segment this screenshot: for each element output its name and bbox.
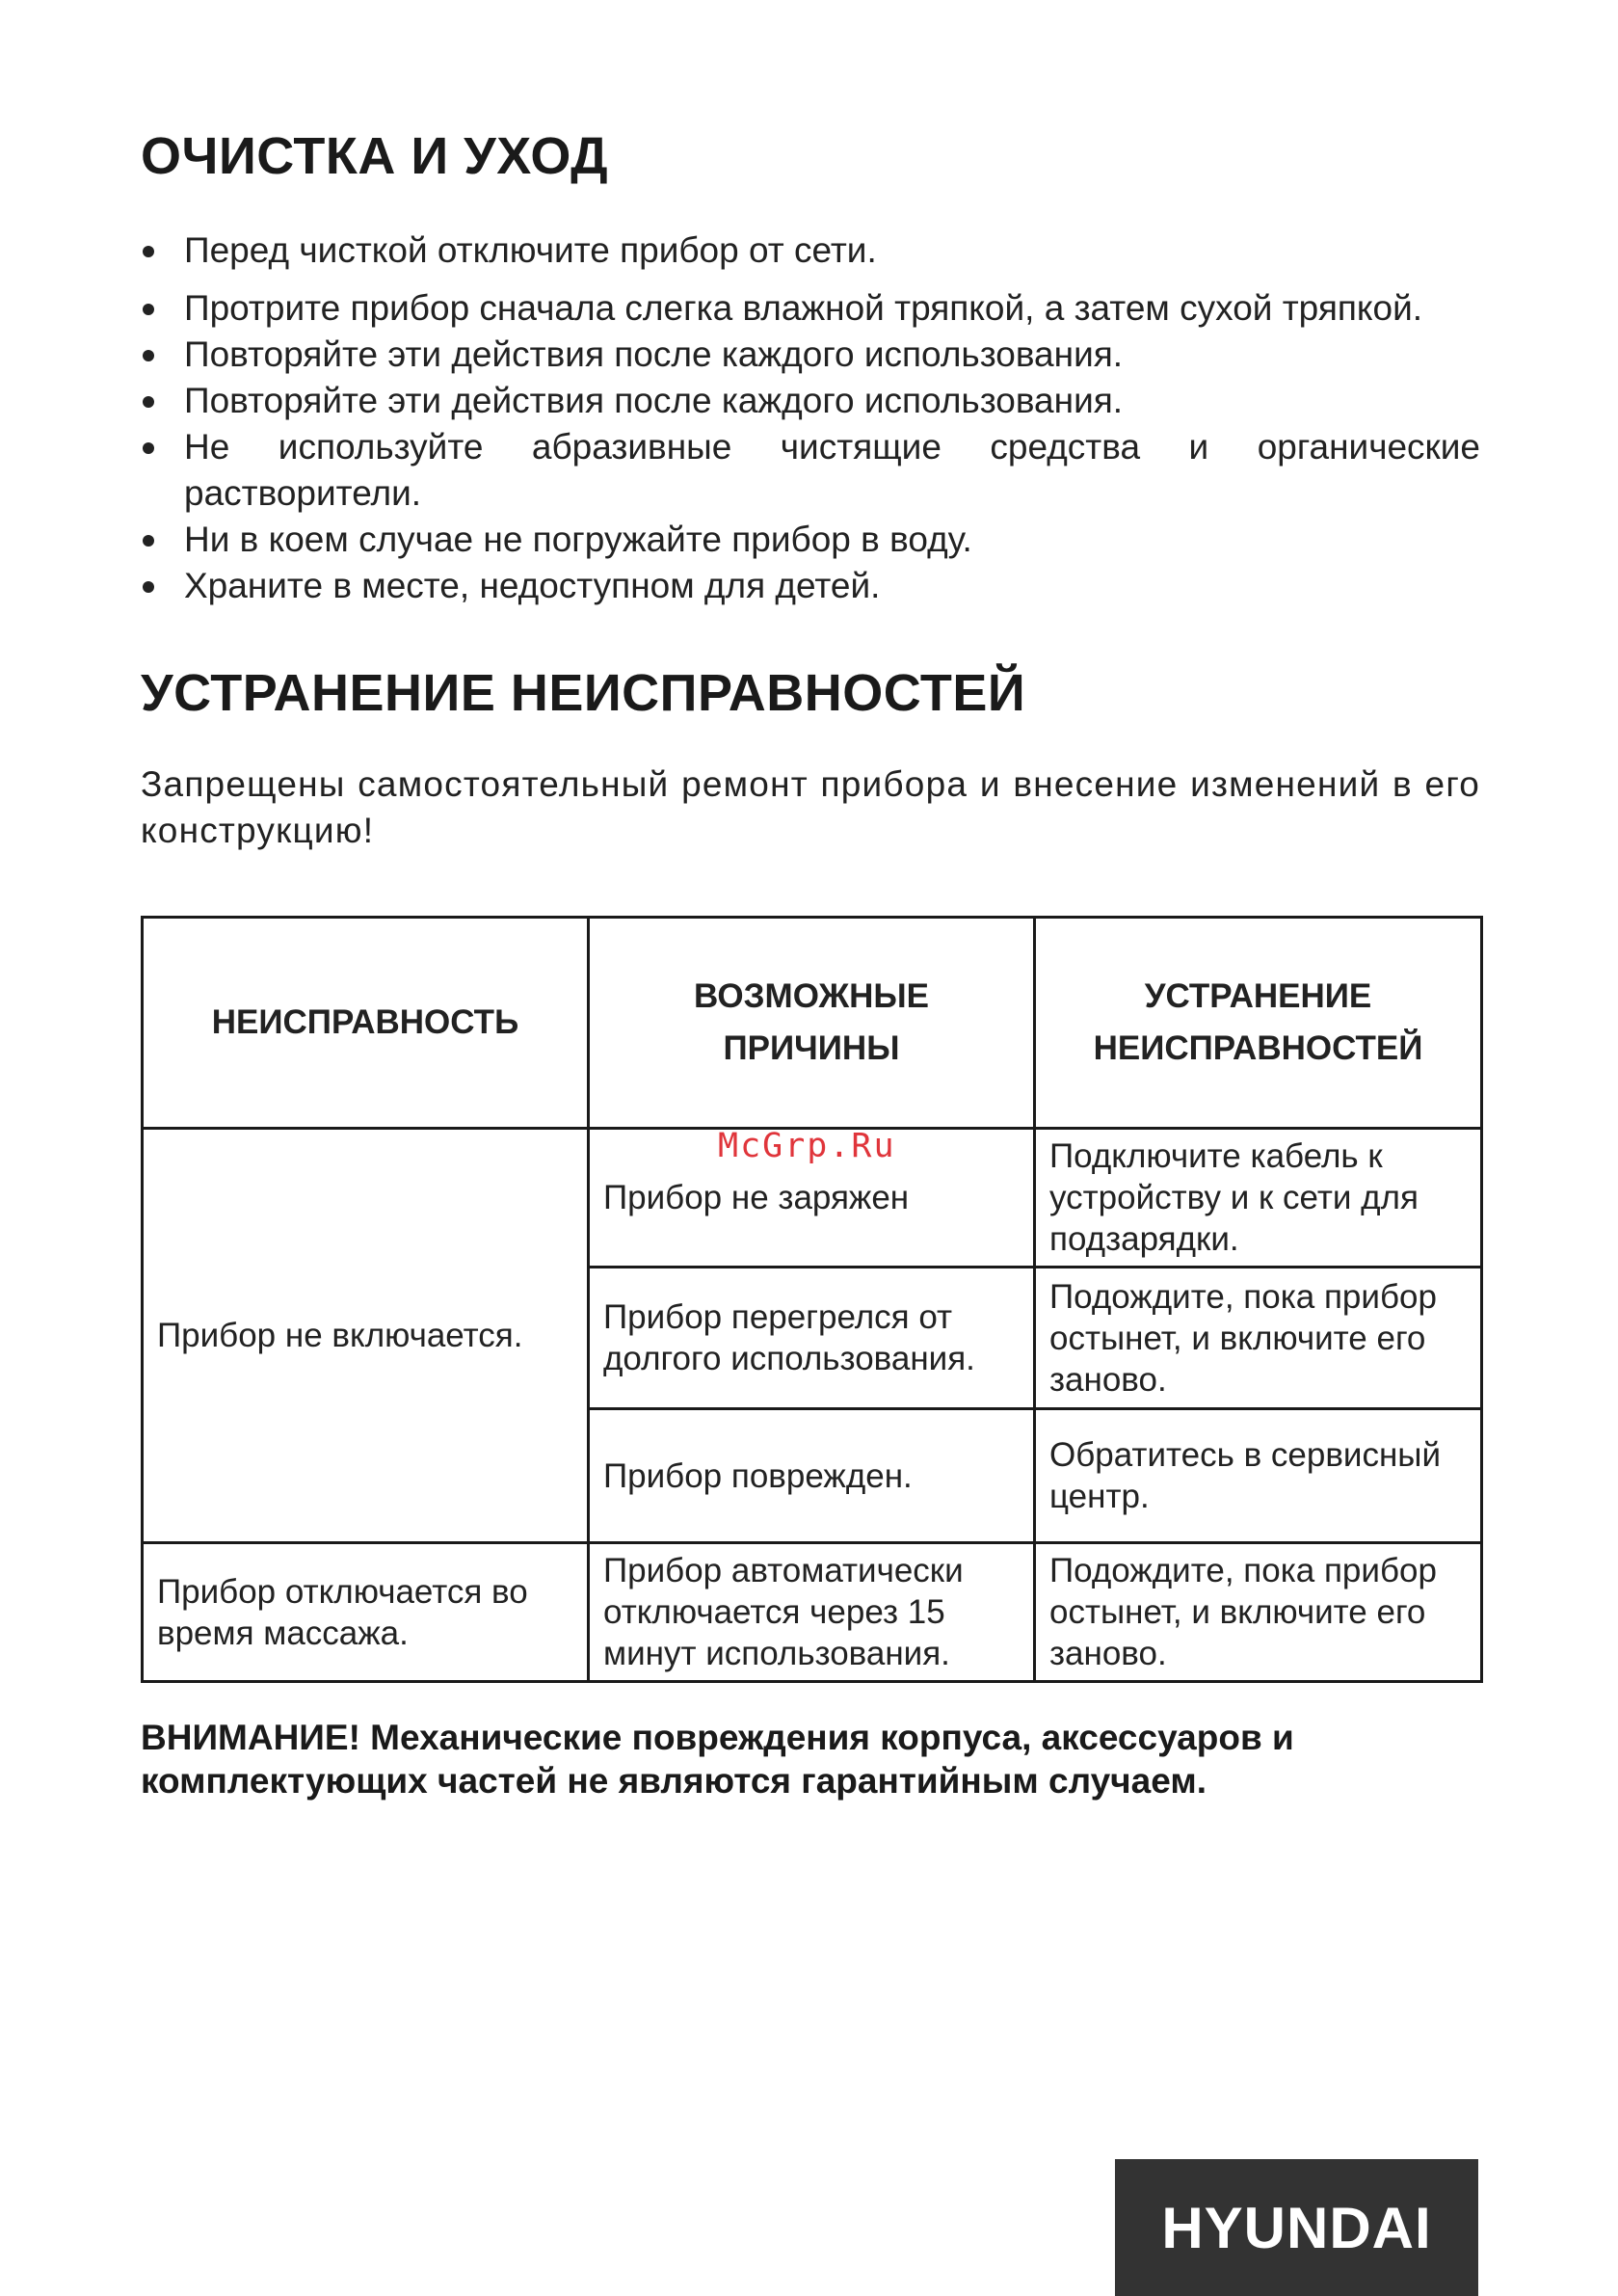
fault-cell: Прибор отключается во время массажа. bbox=[143, 1543, 589, 1682]
brand-logo: HYUNDAI bbox=[1115, 2159, 1478, 2296]
solution-cell: Подождите, пока прибор остынет, и включите его заново. bbox=[1035, 1268, 1482, 1409]
table-row bbox=[143, 1543, 1482, 1682]
header-solution: УСТРАНЕНИЕ НЕИСПРАВНОСТЕЙ bbox=[1035, 918, 1482, 1129]
cause-cell: Прибор не заряжен bbox=[589, 1129, 1035, 1268]
solution-cell: Подключите кабель к устройству и к сети для подзарядки. bbox=[1035, 1129, 1482, 1268]
troubleshooting-intro: Запрещены самостоятельный ремонт прибора и внесение изменений в его конструкцию! bbox=[141, 764, 1480, 850]
troubleshooting-title: УСТРАНЕНИЕ НЕИСПРАВНОСТЕЙ bbox=[141, 664, 1026, 722]
table-header-row bbox=[143, 918, 1482, 1129]
solution-cell: Подождите, пока прибор остынет, и включите его заново. bbox=[1035, 1543, 1482, 1682]
list-item: Повторяйте эти действия после каждого использования. bbox=[141, 378, 1480, 424]
header-fault: НЕИСПРАВНОСТЬ bbox=[143, 918, 589, 1129]
solution-cell: Обратитесь в сервисный центр. bbox=[1035, 1409, 1482, 1543]
list-item: Протрите прибор сначала слегка влажной тряпкой, а затем сухой тряпкой. bbox=[141, 285, 1480, 332]
troubleshooting-table bbox=[141, 916, 1483, 1683]
cleaning-title: ОЧИСТКА И УХОД bbox=[141, 127, 609, 185]
cause-cell: Прибор перегрелся от долгого использования. bbox=[589, 1268, 1035, 1409]
fault-cell: Прибор не включается. bbox=[143, 1129, 589, 1543]
list-item: Храните в месте, недоступном для детей. bbox=[141, 563, 1480, 609]
cause-cell: Прибор поврежден. bbox=[589, 1409, 1035, 1543]
list-item: Перед чисткой отключите прибор от сети. bbox=[141, 227, 1480, 274]
cleaning-list bbox=[141, 227, 1480, 609]
list-item: Повторяйте эти действия после каждого использования. bbox=[141, 332, 1480, 378]
watermark: McGrp.Ru bbox=[718, 1127, 896, 1165]
list-item: Не используйте абразивные чистящие средства и органические растворители. bbox=[141, 424, 1480, 517]
header-cause: ВОЗМОЖНЫЕ ПРИЧИНЫ bbox=[589, 918, 1035, 1129]
cause-cell: Прибор автоматически отключается через 15 минут использования. bbox=[589, 1543, 1035, 1682]
list-item: Ни в коем случае не погружайте прибор в воду. bbox=[141, 517, 1480, 563]
warning-note: ВНИМАНИЕ! Механические повреждения корпуса, аксессуаров и комплектующих частей не являются гарантийным случаем. bbox=[141, 1718, 1294, 1801]
